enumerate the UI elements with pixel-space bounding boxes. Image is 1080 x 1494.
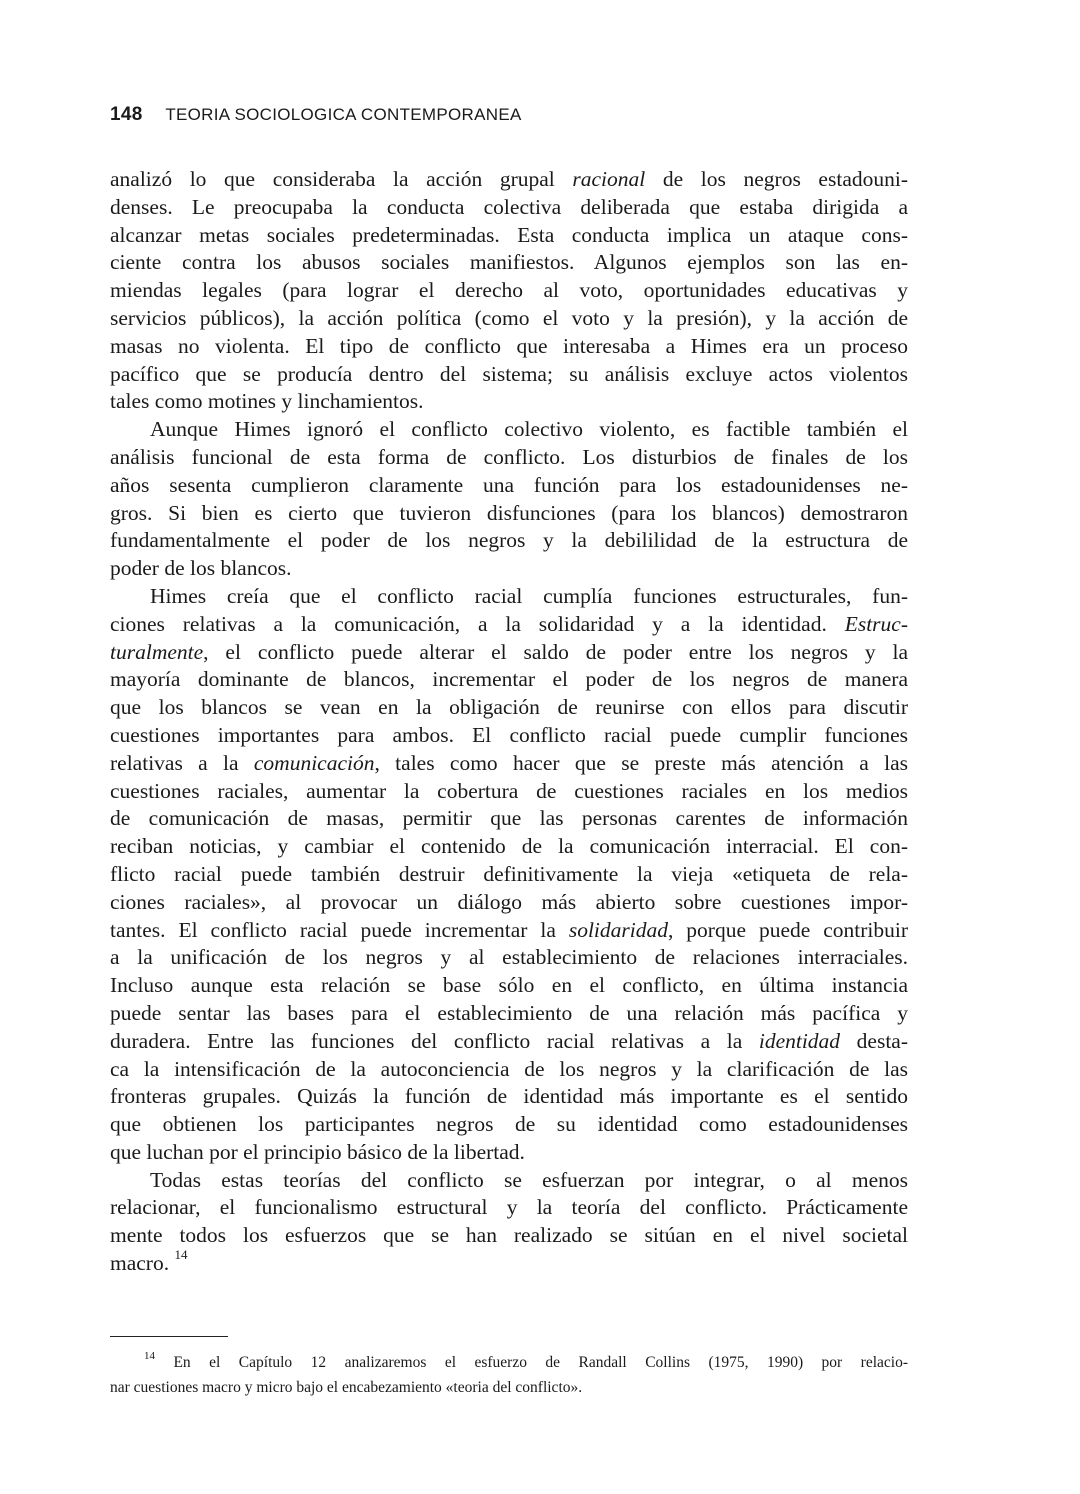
text-segment: gros. Si bien es cierto que tuvieron disfunciones (para los blancos) demostraron bbox=[110, 500, 908, 525]
text-line bbox=[110, 500, 908, 528]
text-line bbox=[110, 194, 908, 222]
text-line bbox=[110, 305, 908, 333]
text-line bbox=[110, 277, 908, 305]
text-segment: mente todos los esfuerzos que se han realizado se sitúan en el nivel societal bbox=[110, 1223, 908, 1248]
text-segment: ciente contra los abusos sociales manifiestos. Algunos ejemplos son las en- bbox=[110, 250, 908, 275]
text-segment: reciban noticias, y cambiar el contenido de la comunicación interracial. El con- bbox=[110, 834, 908, 859]
footnote-separator bbox=[110, 1336, 228, 1337]
footnote-reference: 14 bbox=[174, 1247, 188, 1263]
text-line bbox=[110, 1028, 908, 1056]
text-segment: que obtienen los participantes negros de su identidad como estadounidenses bbox=[110, 1112, 908, 1137]
text-segment: cuestiones raciales, aumentar la cobertura de cuestiones raciales en los medios bbox=[110, 778, 908, 803]
footnote-line bbox=[110, 1350, 908, 1375]
text-line bbox=[110, 1247, 908, 1278]
text-line bbox=[110, 833, 908, 861]
text-segment: , el conflicto puede alterar el saldo de poder entre los negros y la bbox=[203, 639, 908, 664]
text-line bbox=[110, 555, 908, 583]
text-line bbox=[110, 166, 908, 194]
text-segment: tantes. El conflicto racial puede incrementar la bbox=[110, 917, 569, 942]
text-segment: pacífico que se producía dentro del sistema; su análisis excluye actos violentos bbox=[110, 361, 908, 386]
text-segment: denses. Le preocupaba la conducta colectiva deliberada que estaba dirigida a bbox=[110, 194, 908, 219]
text-segment: masas no violenta. El tipo de conflicto que interesaba a Himes era un proceso bbox=[110, 333, 908, 358]
text-segment: puede sentar las bases para el establecimiento de una relación más pacífica y bbox=[110, 1000, 908, 1025]
text-segment: desta- bbox=[840, 1028, 908, 1053]
text-segment: relativas a la bbox=[110, 750, 254, 775]
text-segment: poder de los blancos. bbox=[110, 556, 292, 581]
text-segment: alcanzar metas sociales predeterminadas. Esta conducta implica un ataque cons- bbox=[110, 222, 908, 247]
text-segment: macro. bbox=[110, 1251, 175, 1276]
text-segment: ciones raciales», al provocar un diálogo más abierto sobre cuestiones impor- bbox=[110, 889, 908, 914]
footnote bbox=[110, 1350, 908, 1400]
text-segment: Himes creía que el conflicto racial cumplía funciones estructurales, fun- bbox=[150, 583, 908, 608]
emphasis: solidaridad bbox=[568, 917, 668, 942]
text-segment: duradera. Entre las funciones del conflicto racial relativas a la bbox=[110, 1028, 759, 1053]
text-line bbox=[110, 583, 908, 611]
text-line bbox=[110, 361, 908, 389]
text-segment: , tales como hacer que se preste más atención a las bbox=[374, 750, 909, 775]
text-line bbox=[110, 1111, 908, 1139]
text-line bbox=[110, 666, 908, 694]
text-line bbox=[110, 1056, 908, 1084]
text-line bbox=[110, 527, 908, 555]
text-line bbox=[110, 222, 908, 250]
text-segment: relacionar, el funcionalismo estructural y la teoría del conflicto. Prácticamente bbox=[110, 1195, 908, 1220]
text-line bbox=[110, 444, 908, 472]
footnote-marker: 14 bbox=[144, 1350, 155, 1362]
text-segment: análisis funcional de esta forma de conflicto. Los disturbios de finales de los bbox=[110, 444, 908, 469]
text-line bbox=[110, 1083, 908, 1111]
text-line bbox=[110, 861, 908, 889]
text-segment: que luchan por el principio básico de la libertad. bbox=[110, 1139, 525, 1164]
footnote-line bbox=[110, 1375, 908, 1400]
text-segment: a la unificación de los negros y al establecimiento de relaciones interraciales. bbox=[110, 945, 908, 970]
text-segment: que los blancos se vean en la obligación de reunirse con ellos para discutir bbox=[110, 695, 908, 720]
text-line bbox=[110, 333, 908, 361]
text-line bbox=[110, 722, 908, 750]
text-segment: mayoría dominante de blancos, incrementar el poder de los negros de manera bbox=[110, 667, 908, 692]
running-header bbox=[110, 104, 522, 126]
body-text bbox=[110, 166, 908, 1278]
text-segment: ciones relativas a la comunicación, a la solidaridad y a la identidad. bbox=[110, 611, 845, 636]
footnote-text: nar cuestiones macro y micro bajo el encabezamiento «teoria del conflicto». bbox=[110, 1379, 583, 1396]
text-line bbox=[110, 611, 908, 639]
text-line bbox=[110, 889, 908, 917]
text-segment: Aunque Himes ignoró el conflicto colectivo violento, es factible también el bbox=[150, 417, 908, 442]
text-segment: Todas estas teorías del conflicto se esfuerzan por integrar, o al menos bbox=[150, 1167, 908, 1192]
text-line bbox=[110, 1167, 908, 1195]
text-line bbox=[110, 416, 908, 444]
text-line bbox=[110, 639, 908, 667]
text-line bbox=[110, 249, 908, 277]
emphasis: comunicación bbox=[253, 750, 375, 775]
emphasis: Estruc- bbox=[844, 611, 908, 636]
text-line bbox=[110, 778, 908, 806]
emphasis: racional bbox=[572, 167, 646, 191]
text-segment: tales como motines y linchamientos. bbox=[110, 389, 424, 414]
text-line bbox=[110, 694, 908, 722]
text-segment: miendas legales (para lograr el derecho al voto, oportunidades educativas y bbox=[110, 278, 908, 303]
text-line bbox=[110, 944, 908, 972]
page-number: 148 bbox=[110, 104, 143, 125]
text-line bbox=[110, 1139, 908, 1167]
text-line bbox=[110, 917, 908, 945]
text-line bbox=[110, 750, 908, 778]
text-segment: Incluso aunque esta relación se base sólo en el conflicto, en última instancia bbox=[110, 973, 908, 998]
text-segment: servicios públicos), la acción política (como el voto y la presión), y la acción de bbox=[110, 305, 908, 330]
emphasis: turalmente bbox=[110, 639, 204, 664]
emphasis: identidad bbox=[758, 1028, 841, 1053]
text-line bbox=[110, 1000, 908, 1028]
text-segment: fronteras grupales. Quizás la función de identidad más importante es el sentido bbox=[110, 1084, 908, 1109]
text-segment: , porque puede contribuir bbox=[668, 917, 908, 942]
text-segment: de los negros estadouni- bbox=[645, 167, 908, 191]
text-line bbox=[110, 972, 908, 1000]
text-line bbox=[110, 1194, 908, 1222]
text-segment: analizó lo que consideraba la acción grupal bbox=[110, 167, 573, 191]
running-title: TEORIA SOCIOLOGICA CONTEMPORANEA bbox=[165, 105, 522, 124]
text-segment: años sesenta cumplieron claramente una función para los estadounidenses ne- bbox=[110, 472, 908, 497]
text-segment: cuestiones importantes para ambos. El conflicto racial puede cumplir funciones bbox=[110, 722, 908, 747]
text-line bbox=[110, 1222, 908, 1250]
text-segment: flicto racial puede también destruir definitivamente la vieja «etiqueta de rela- bbox=[110, 861, 908, 886]
text-line bbox=[110, 388, 908, 416]
footnote-text: En el Capítulo 12 analizaremos el esfuerzo de Randall Collins (1975, 1990) por relacio- bbox=[173, 1354, 909, 1371]
text-segment: ca la intensificación de la autoconciencia de los negros y la clarificación de las bbox=[110, 1056, 908, 1081]
text-segment: fundamentalmente el poder de los negros y la debililidad de la estructura de bbox=[110, 528, 908, 553]
text-line bbox=[110, 805, 908, 833]
text-segment: de comunicación de masas, permitir que las personas carentes de información bbox=[110, 806, 908, 831]
text-line bbox=[110, 472, 908, 500]
